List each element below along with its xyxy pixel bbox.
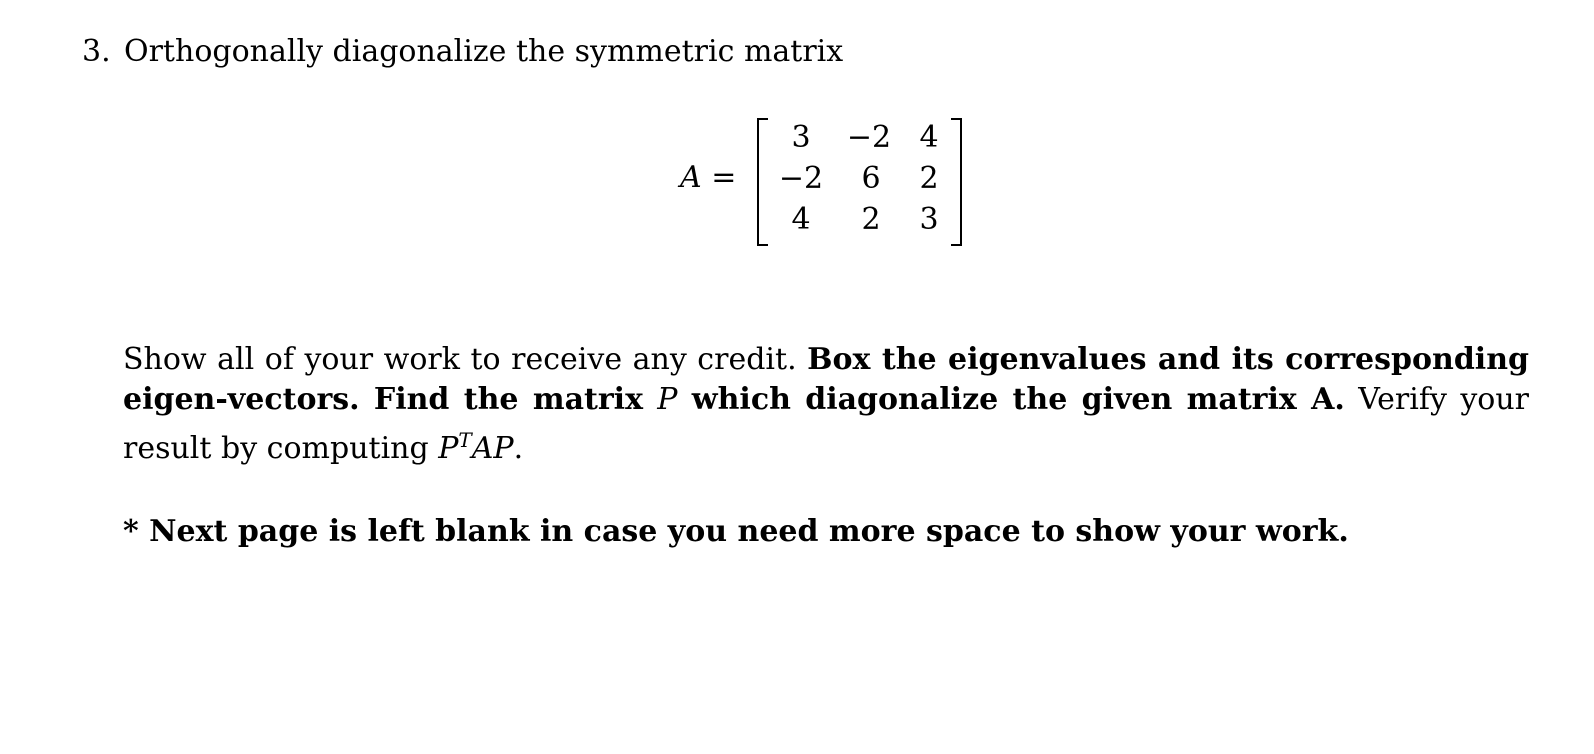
matrix-variable: A — [680, 160, 702, 195]
instructions-paragraph — [123, 340, 1529, 469]
matrix-cell: 2 — [861, 202, 881, 237]
formula-period: . — [513, 431, 524, 466]
instructions-bold-text: Box the eigenvalues and its corresponding eigen-vectors. Find the matrix — [123, 342, 1529, 417]
left-bracket — [757, 118, 768, 246]
formula-p: P — [438, 431, 459, 466]
matrix-cell: 2 — [919, 161, 939, 196]
equals-sign: = — [711, 160, 737, 195]
matrix-cell: 4 — [791, 202, 811, 237]
matrix-cell: 3 — [919, 202, 939, 237]
problem-statement — [82, 34, 843, 69]
matrix-p-variable: P — [657, 382, 678, 417]
matrix-cell: −2 — [778, 161, 824, 196]
formula-transpose: T — [458, 428, 472, 452]
instructions-bold-text: which diagonalize the given matrix A. — [677, 382, 1345, 417]
matrix-cell: 4 — [919, 120, 939, 155]
matrix-cell: 3 — [791, 120, 811, 155]
instructions-text: Show all of your work to receive any credit. — [123, 342, 808, 377]
problem-text: Orthogonally diagonalize the symmetric matrix — [124, 34, 844, 69]
instructions-text: Verify your result by computing — [123, 382, 1529, 466]
matrix-cell: −2 — [846, 120, 892, 155]
problem-number: 3. — [82, 34, 111, 69]
blank-page-note: * Next page is left blank in case you need more space to show your work. — [123, 514, 1349, 549]
matrix-lhs — [680, 160, 736, 195]
formula-ap: AP — [471, 431, 514, 466]
matrix-cell: 6 — [861, 161, 881, 196]
